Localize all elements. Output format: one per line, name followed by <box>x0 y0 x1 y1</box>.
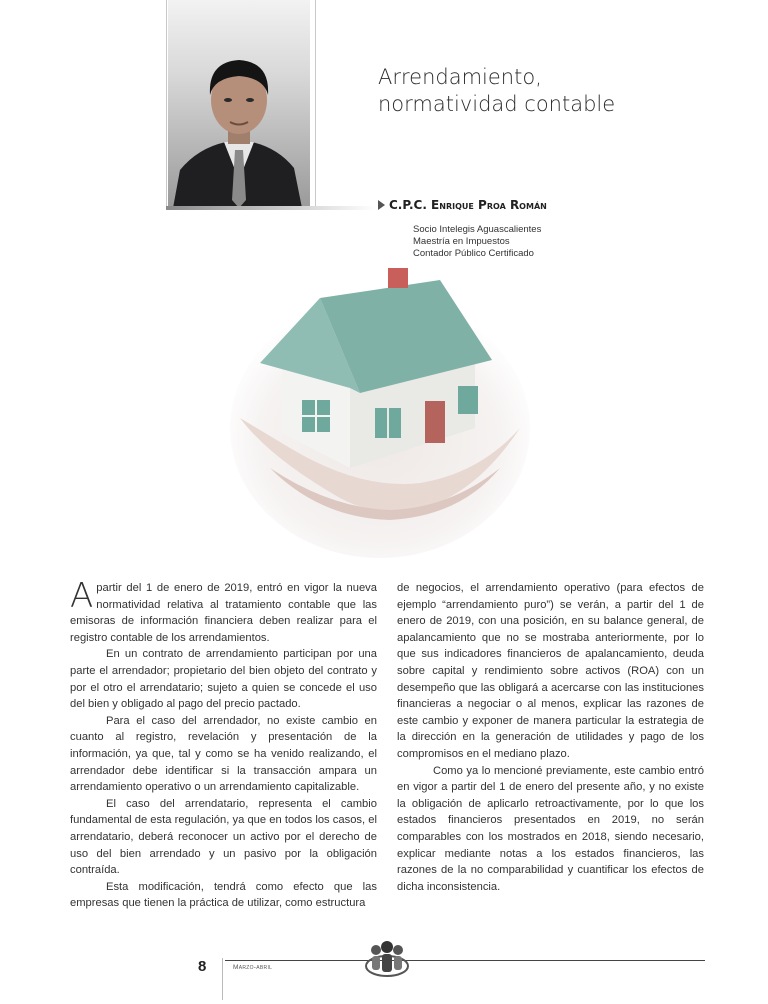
paragraph: Para el caso del arrendador, no existe cambio en cuanto al registro, revelación y presentación de la información, ya que, tal y como se ha venido realizando, el arrendador debe identificar si la transacción ampara un arrendamiento operativo o un arrendamiento capitalizable. <box>70 714 377 794</box>
house-in-hands-illustration <box>230 258 530 558</box>
title-line-2: normatividad contable <box>378 92 616 116</box>
author-credentials <box>413 224 541 260</box>
author-name <box>378 198 547 212</box>
author-credential: Socio Intelegis Aguascalientes <box>413 224 542 235</box>
paragraph: Esta modificación, tendrá como efecto que las empresas que tienen la práctica de utilizar, como estructura <box>70 880 377 910</box>
paragraph: En un contrato de arrendamiento participan por una parte el arrendador; propietario del bien objeto del contrato y por el otro el arrendatario; sujeto a quien se concede el uso del bien y obligado al pago del precio pactado. <box>70 648 377 711</box>
article-title <box>378 64 738 118</box>
drop-cap: A <box>70 576 94 616</box>
article-body-right <box>397 580 704 895</box>
author-name-text: C.P.C. Enrique Proa Román <box>389 198 547 212</box>
photo-divider <box>166 206 376 210</box>
footer-divider <box>222 958 223 1000</box>
people-logo-icon <box>362 940 412 980</box>
author-photo <box>168 0 310 208</box>
paragraph: Apartir del 1 de enero de 2019, entró en vigor la nueva normatividad relativa al tratamiento contable que las emisoras de información financiera deben realizar para el registro contable de los arrendamientos. <box>70 576 377 644</box>
page-number: 8 <box>198 958 207 975</box>
author-credential: Maestría en Impuestos <box>413 236 510 247</box>
issue-label: Marzo-abril <box>233 964 273 971</box>
paragraph: El caso del arrendatario, representa el cambio fundamental de esta regulación, ya que en todos los casos, el arrendatario, deberá reconocer un activo por el derecho de uso del bien arrendado y un pasivo por la obligación contraída. <box>70 797 377 877</box>
triangle-right-icon <box>378 200 385 210</box>
paragraph: de negocios, el arrendamiento operativo (para efectos de ejemplo “arrendamiento puro”) se verán, a partir del 1 de enero de 2019, con una posición, en su balance general, de apalancamiento que no se mostraba anteriormente, por lo que sus indicadores financieros de apalancamiento, deuda sobre capital y rendimiento sobre activos (ROA) con un desempeño que las obligará a acercarse con las instituciones financieras a negociar o al menos, explicar las razones de este cambio y exponer de manera particular la estrategia de la dirección en la generación de utilidades y pago de los compromisos en el mediano plazo. <box>397 582 704 760</box>
article-body-left <box>70 576 377 912</box>
footer-rule <box>225 960 705 961</box>
author-credential: Contador Público Certificado <box>413 248 534 259</box>
title-line-1: Arrendamiento, <box>378 65 542 89</box>
paragraph: Como ya lo mencioné previamente, este cambio entró en vigor a partir del 1 de enero del presente año, y no existe la obligación de aplicarlo retroactivamente, por lo que los estados financieros presentados en 2019, no serán comparables con los mostrados en 2018, siendo necesario, explicar mediante notas a los estados financieros, las razones de la no comparabilidad y cuantificar los efectos de dicha inconsistencia. <box>397 764 704 893</box>
